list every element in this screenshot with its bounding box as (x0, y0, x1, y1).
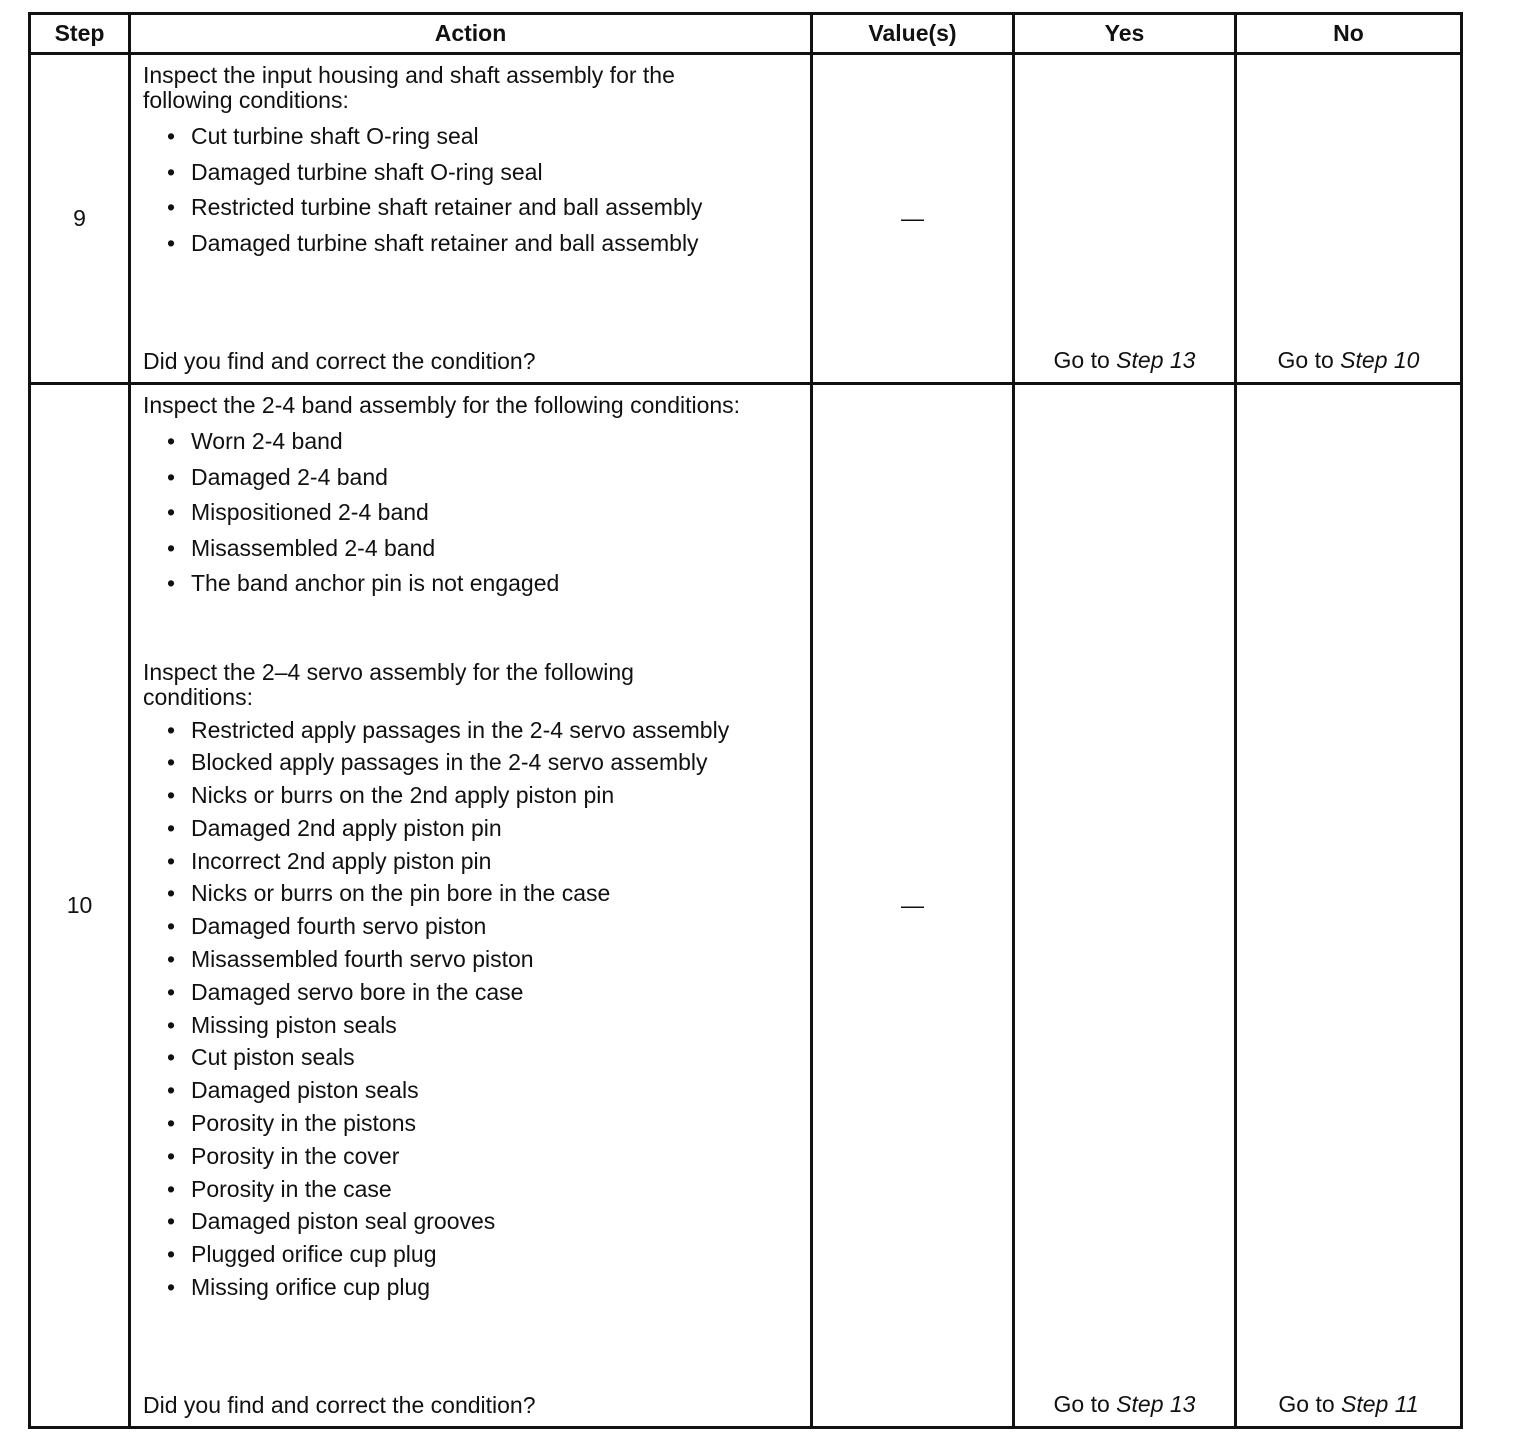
action-question: Did you find and correct the condition? (143, 1392, 536, 1418)
condition-item: • Restricted apply passages in the 2-4 servo assembly (167, 714, 810, 747)
no-cell (1236, 54, 1462, 384)
condition-item: • Mispositioned 2-4 band (167, 495, 810, 531)
condition-item: • The band anchor pin is not engaged (167, 566, 810, 602)
condition-item: • Damaged 2-4 band (167, 460, 810, 496)
condition-item: • Cut turbine shaft O-ring seal (167, 119, 810, 155)
condition-item: • Cut piston seals (167, 1041, 810, 1074)
header-no: No (1236, 14, 1462, 54)
action-intro: Inspect the 2-4 band assembly for the following conditions: (143, 392, 741, 418)
condition-item: • Damaged servo bore in the case (167, 976, 810, 1009)
condition-item: • Damaged piston seals (167, 1074, 810, 1107)
header-row (30, 14, 1462, 54)
no-prefix: Go to (1277, 347, 1341, 373)
action-intro-2: Inspect the 2–4 servo assembly for the following conditions: (143, 658, 634, 710)
condition-item: • Misassembled 2-4 band (167, 531, 810, 567)
action-cell (130, 54, 812, 384)
yes-cell (1014, 54, 1236, 384)
header-yes: Yes (1014, 14, 1236, 54)
condition-item: • Misassembled fourth servo piston (167, 943, 810, 976)
condition-item: • Damaged 2nd apply piston pin (167, 812, 810, 845)
action-cell (130, 384, 812, 1428)
condition-item: • Nicks or burrs on the 2nd apply piston pin (167, 779, 810, 812)
condition-item: • Worn 2-4 band (167, 424, 810, 460)
condition-item: • Plugged orifice cup plug (167, 1238, 810, 1271)
condition-item: • Incorrect 2nd apply piston pin (167, 845, 810, 878)
step-number: 9 (30, 54, 130, 384)
condition-item: • Blocked apply passages in the 2-4 servo assembly (167, 746, 810, 779)
diagnostic-table (28, 12, 1463, 1429)
header-step: Step (30, 14, 130, 54)
condition-item: • Missing orifice cup plug (167, 1271, 810, 1304)
condition-list (131, 424, 810, 602)
condition-item: • Missing piston seals (167, 1009, 810, 1042)
condition-item: • Damaged fourth servo piston (167, 910, 810, 943)
header-action: Action (130, 14, 812, 54)
step-row-10 (30, 384, 1462, 1428)
action-question: Did you find and correct the condition? (143, 348, 536, 374)
condition-list (131, 119, 810, 261)
condition-item: • Porosity in the cover (167, 1140, 810, 1173)
condition-item: • Restricted turbine shaft retainer and ball assembly (167, 190, 810, 226)
condition-item: • Nicks or burrs on the pin bore in the case (167, 877, 810, 910)
no-cell (1236, 384, 1462, 1428)
value-cell: — (812, 54, 1014, 384)
no-step-link: Step 11 (1341, 1391, 1419, 1417)
yes-prefix: Go to (1053, 1391, 1117, 1417)
yes-cell (1014, 384, 1236, 1428)
condition-item: • Damaged turbine shaft O-ring seal (167, 155, 810, 191)
yes-step-link: Step 13 (1116, 1391, 1196, 1417)
no-prefix: Go to (1278, 1391, 1342, 1417)
yes-prefix: Go to (1053, 347, 1117, 373)
yes-result (1015, 347, 1234, 382)
action-intro: Inspect the input housing and shaft assembly for the following conditions: (143, 62, 675, 113)
condition-item: • Porosity in the pistons (167, 1107, 810, 1140)
header-values: Value(s) (812, 14, 1014, 54)
no-result (1237, 1391, 1460, 1426)
no-step-link: Step 10 (1340, 347, 1420, 373)
yes-result (1015, 1391, 1234, 1426)
yes-step-link: Step 13 (1116, 347, 1196, 373)
value-cell: — (812, 384, 1014, 1428)
step-row-9 (30, 54, 1462, 384)
condition-item: • Porosity in the case (167, 1173, 810, 1206)
condition-item: • Damaged piston seal grooves (167, 1205, 810, 1238)
no-result (1237, 347, 1460, 382)
condition-item: • Damaged turbine shaft retainer and ball assembly (167, 226, 810, 262)
step-number: 10 (30, 384, 130, 1428)
condition-list-2 (131, 714, 810, 1304)
